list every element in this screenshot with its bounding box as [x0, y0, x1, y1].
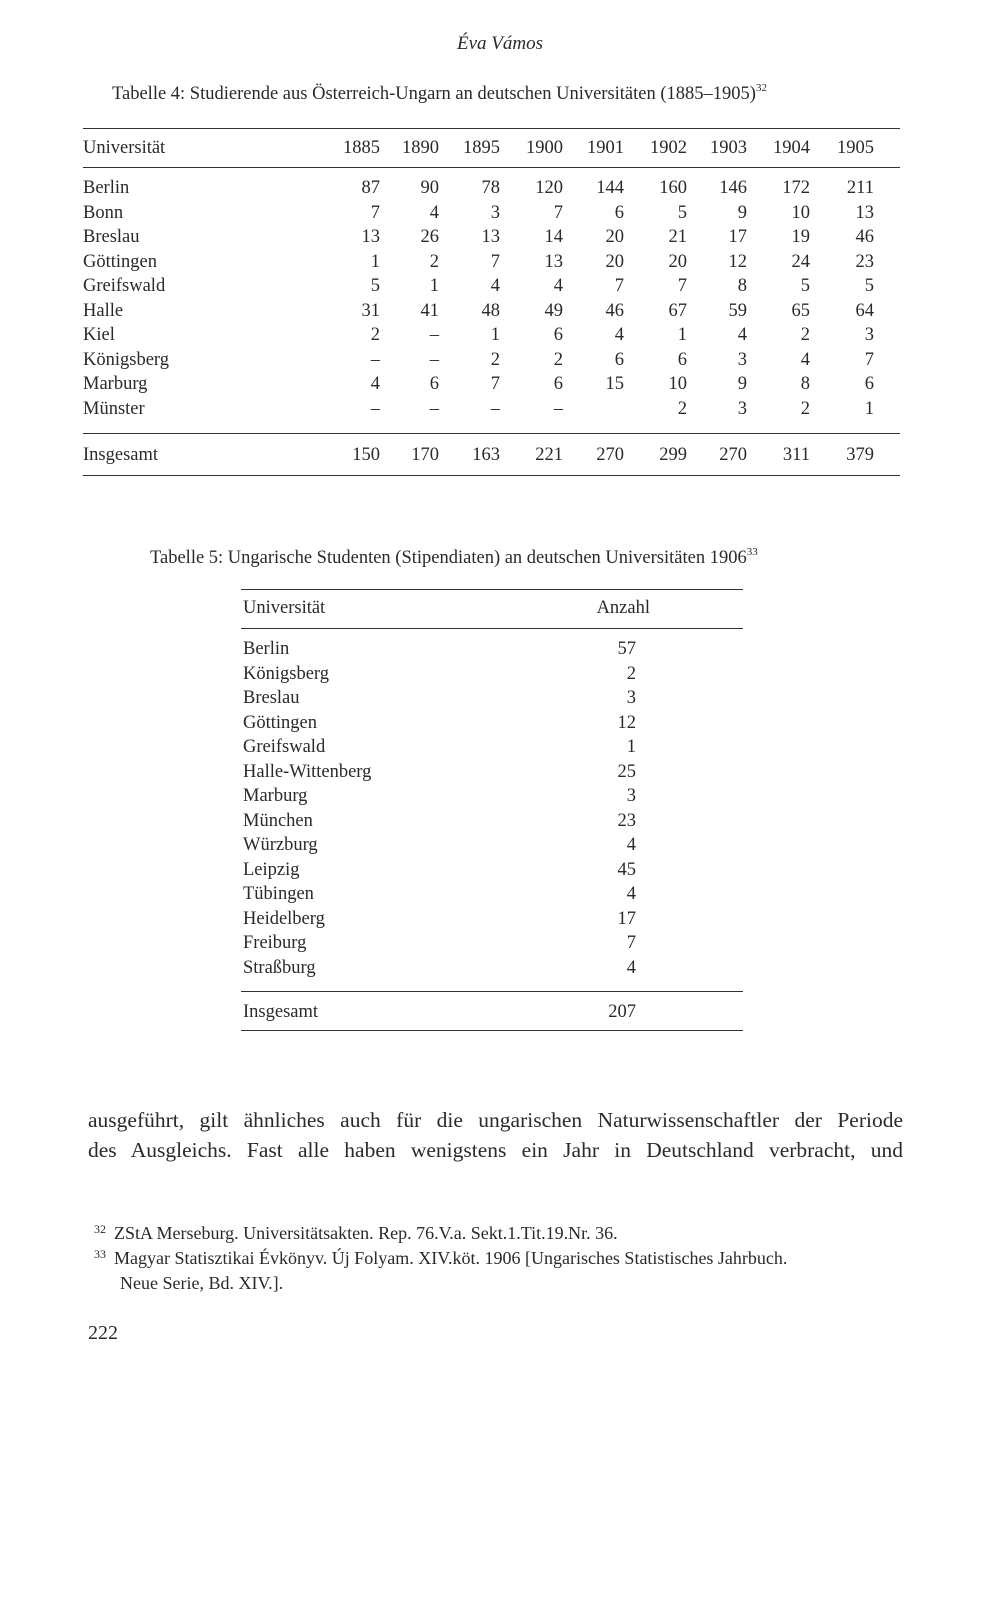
- table5-total-value: 207: [608, 1002, 636, 1022]
- footnote-33: [94, 1242, 914, 1296]
- table5-row-university: Königsberg: [243, 664, 329, 684]
- table4-cell: 13: [855, 203, 874, 223]
- table5-row-university: Freiburg: [243, 933, 307, 953]
- table4-cell: 144: [596, 178, 624, 198]
- table4-cell: 2: [677, 399, 687, 419]
- table5-header-rule: [241, 628, 743, 629]
- table4-total-cell: 221: [535, 445, 563, 465]
- table4-row-university: Marburg: [83, 374, 148, 394]
- table4-cell: 6: [429, 374, 439, 394]
- table5-row-count: 4: [626, 958, 636, 978]
- table4-total-cell: 270: [596, 445, 624, 465]
- table5-caption-text: Tabelle 5: Ungarische Studenten (Stipendiaten) an deutschen Universitäten 1906: [150, 548, 747, 568]
- table4-cell: 1: [490, 325, 500, 345]
- table5-col-header-university: Universität: [243, 598, 326, 618]
- table4-cell: 7: [490, 252, 500, 272]
- table4-total-label: Insgesamt: [83, 445, 159, 465]
- table4-cell: 5: [864, 276, 874, 296]
- table4-cell: 12: [728, 252, 747, 272]
- table5-row-university: Halle-Wittenberg: [243, 762, 372, 782]
- table5-row-count: 4: [626, 835, 636, 855]
- table5-row-university: Heidelberg: [243, 909, 325, 929]
- body-line-2: des Ausgleichs. Fast alle haben wenigstens ein Jahr in Deutschland verbracht, und: [88, 1138, 903, 1162]
- table5-row-university: Göttingen: [243, 713, 317, 733]
- table5-row-university: München: [243, 811, 313, 831]
- table4-cell: 2: [800, 325, 810, 345]
- table4-cell: 211: [846, 178, 874, 198]
- table4-total-cell: 379: [846, 445, 874, 465]
- table4-col-header-university: Universität: [83, 138, 166, 158]
- table4-header-rule: [83, 167, 900, 168]
- table4-bottom-rule: [83, 475, 900, 476]
- table4-cell: 4: [614, 325, 624, 345]
- table4-year-header: 1901: [587, 138, 624, 158]
- table4-cell: 13: [481, 227, 500, 247]
- table4-row-university: Bonn: [83, 203, 124, 223]
- table5-row-count: 12: [617, 713, 636, 733]
- table4-cell: 3: [737, 399, 747, 419]
- table4-cell: 1: [370, 252, 380, 272]
- table4-cell: –: [429, 325, 439, 345]
- table4-caption-text: Tabelle 4: Studierende aus Österreich-Ungarn an deutschen Universitäten (1885–1905): [112, 84, 756, 104]
- table4-cell: 20: [605, 252, 624, 272]
- table4-total-cell: 270: [719, 445, 747, 465]
- table4-year-header: 1903: [710, 138, 747, 158]
- table4-year-header: 1902: [650, 138, 687, 158]
- table4-cell: 7: [490, 374, 500, 394]
- table4-cell: 8: [737, 276, 747, 296]
- table4-cell: 7: [677, 276, 687, 296]
- table5-row-count: 3: [626, 688, 636, 708]
- table4-cell: 7: [864, 350, 874, 370]
- table4-cell: 4: [553, 276, 563, 296]
- table4-cell: 15: [605, 374, 624, 394]
- table4-cell: –: [429, 399, 439, 419]
- table4-year-header: 1905: [837, 138, 874, 158]
- table4-cell: 5: [370, 276, 380, 296]
- table4-cell: 3: [737, 350, 747, 370]
- table4-cell: 9: [737, 374, 747, 394]
- table4-cell: 4: [429, 203, 439, 223]
- table4-cell: 6: [677, 350, 687, 370]
- table4-total-cell: 150: [352, 445, 380, 465]
- table5-row-count: 3: [626, 786, 636, 806]
- table4-cell: 4: [737, 325, 747, 345]
- table4-cell: 9: [737, 203, 747, 223]
- table4-cell: 26: [420, 227, 439, 247]
- footnote-text: ZStA Merseburg. Universitätsakten. Rep. 76.V.a. Sekt.1.Tit.19.Nr. 36.: [114, 1223, 618, 1243]
- footnote-mark: 33: [94, 1247, 106, 1261]
- table4-cell: –: [429, 350, 439, 370]
- table5-row-university: Leipzig: [243, 860, 300, 880]
- table4-cell: 46: [855, 227, 874, 247]
- table4-year-header: 1895: [463, 138, 500, 158]
- table4-cell: –: [490, 399, 500, 419]
- table4-row-university: Greifswald: [83, 276, 166, 296]
- table4-cell: 6: [553, 325, 563, 345]
- table5-row-university: Greifswald: [243, 737, 326, 757]
- table4-cell: 41: [420, 301, 439, 321]
- table4-cell: 13: [544, 252, 563, 272]
- table5-row-university: Breslau: [243, 688, 300, 708]
- table4-cell: 13: [361, 227, 380, 247]
- table5-row-count: 2: [626, 664, 636, 684]
- table5-row-count: 23: [617, 811, 636, 831]
- table4-cell: 78: [481, 178, 500, 198]
- table5-total-rule: [241, 991, 743, 992]
- table4-cell: 20: [668, 252, 687, 272]
- footnote-text: Magyar Statisztikai Évkönyv. Új Folyam. XIV.köt. 1906 [Ungarisches Statistisches Jahrbuch.: [114, 1248, 788, 1268]
- table4-row-university: Breslau: [83, 227, 140, 247]
- table4-row-university: Göttingen: [83, 252, 157, 272]
- table5-col-header-count: Anzahl: [596, 598, 650, 618]
- table4-cell: 3: [490, 203, 500, 223]
- table4-cell: 7: [553, 203, 563, 223]
- table5-top-rule: [241, 589, 743, 590]
- table4-cell: 160: [659, 178, 687, 198]
- table5-row-count: 7: [626, 933, 636, 953]
- table4-cell: 7: [614, 276, 624, 296]
- table4-cell: 67: [668, 301, 687, 321]
- table4-cell: 4: [800, 350, 810, 370]
- table4-cell: 65: [791, 301, 810, 321]
- table4-year-header: 1885: [343, 138, 380, 158]
- table4-cell: 3: [864, 325, 874, 345]
- table4-footnote-ref: 32: [755, 82, 767, 94]
- table4-cell: 59: [728, 301, 747, 321]
- table4-cell: –: [370, 399, 380, 419]
- table5-row-count: 17: [617, 909, 636, 929]
- table4-cell: 6: [864, 374, 874, 394]
- table5-row-university: Tübingen: [243, 884, 314, 904]
- table4-cell: 24: [791, 252, 810, 272]
- table4-total-cell: 311: [782, 445, 810, 465]
- table4-caption: [112, 84, 767, 105]
- table4-cell: 2: [370, 325, 380, 345]
- table4-cell: 120: [535, 178, 563, 198]
- table4-cell: 4: [490, 276, 500, 296]
- table4-cell: –: [370, 350, 380, 370]
- table4-cell: 1: [677, 325, 687, 345]
- table4-cell: 17: [728, 227, 747, 247]
- table4-total-cell: 170: [411, 445, 439, 465]
- table4-cell: –: [553, 399, 563, 419]
- table5-footnote-ref: 33: [746, 546, 758, 558]
- table4-cell: 8: [800, 374, 810, 394]
- footnote-mark: 32: [94, 1222, 106, 1236]
- table4-cell: 31: [361, 301, 380, 321]
- table4-cell: 5: [677, 203, 687, 223]
- table4-row-university: Königsberg: [83, 350, 169, 370]
- table5-row-university: Berlin: [243, 639, 290, 659]
- table4-cell: 6: [614, 350, 624, 370]
- table4-cell: 6: [553, 374, 563, 394]
- table5-row-university: Straßburg: [243, 958, 316, 978]
- table4-cell: 90: [420, 178, 439, 198]
- table4-cell: 19: [791, 227, 810, 247]
- table4-cell: 2: [800, 399, 810, 419]
- footnote-text-continued: Neue Serie, Bd. XIV.].: [120, 1273, 284, 1293]
- table4-cell: 14: [544, 227, 563, 247]
- table4-cell: 10: [791, 203, 810, 223]
- body-line-1: ausgeführt, gilt ähnliches auch für die ungarischen Naturwissenschaftler der Periode: [88, 1108, 903, 1132]
- table4-cell: 49: [544, 301, 563, 321]
- table4-cell: 46: [605, 301, 624, 321]
- running-header-author: Éva Vámos: [456, 33, 543, 54]
- table4-row-university: Münster: [83, 399, 145, 419]
- table4-cell: 7: [370, 203, 380, 223]
- table4-cell: 2: [553, 350, 563, 370]
- table5-total-label: Insgesamt: [243, 1002, 319, 1022]
- table4-cell: 2: [429, 252, 439, 272]
- page-number: 222: [88, 1322, 118, 1344]
- table5-row-university: Würzburg: [243, 835, 318, 855]
- table4-cell: 4: [370, 374, 380, 394]
- table4-row-university: Berlin: [83, 178, 130, 198]
- table4-cell: 21: [668, 227, 687, 247]
- table5-row-count: 57: [617, 639, 636, 659]
- table4-total-cell: 163: [472, 445, 500, 465]
- body-paragraph: [88, 1105, 903, 1165]
- table5-bottom-rule: [241, 1030, 743, 1031]
- table4-cell: 23: [855, 252, 874, 272]
- table4-row-university: Halle: [83, 301, 124, 321]
- table4-cell: 10: [668, 374, 687, 394]
- table4-cell: 6: [614, 203, 624, 223]
- table4-cell: 48: [481, 301, 500, 321]
- table4-year-header: 1890: [402, 138, 439, 158]
- table4-cell: 87: [361, 178, 380, 198]
- table5-row-count: 45: [617, 860, 636, 880]
- table4-top-rule: [83, 128, 900, 129]
- table4-row-university: Kiel: [83, 325, 115, 345]
- table5-row-count: 25: [617, 762, 636, 782]
- table4-cell: 64: [855, 301, 874, 321]
- table5-row-university: Marburg: [243, 786, 308, 806]
- table4-cell: 5: [800, 276, 810, 296]
- table4-cell: 1: [864, 399, 874, 419]
- table4-total-rule: [83, 433, 900, 434]
- table4-year-header: 1904: [773, 138, 810, 158]
- table4-year-header: 1900: [526, 138, 563, 158]
- table5-row-count: 1: [626, 737, 636, 757]
- table4-cell: 146: [719, 178, 747, 198]
- table4-cell: 2: [490, 350, 500, 370]
- table4-cell: 20: [605, 227, 624, 247]
- table4-cell: 1: [429, 276, 439, 296]
- table5-row-count: 4: [626, 884, 636, 904]
- table4-total-cell: 299: [659, 445, 687, 465]
- table4-cell: 172: [782, 178, 810, 198]
- table5-caption: [150, 548, 758, 569]
